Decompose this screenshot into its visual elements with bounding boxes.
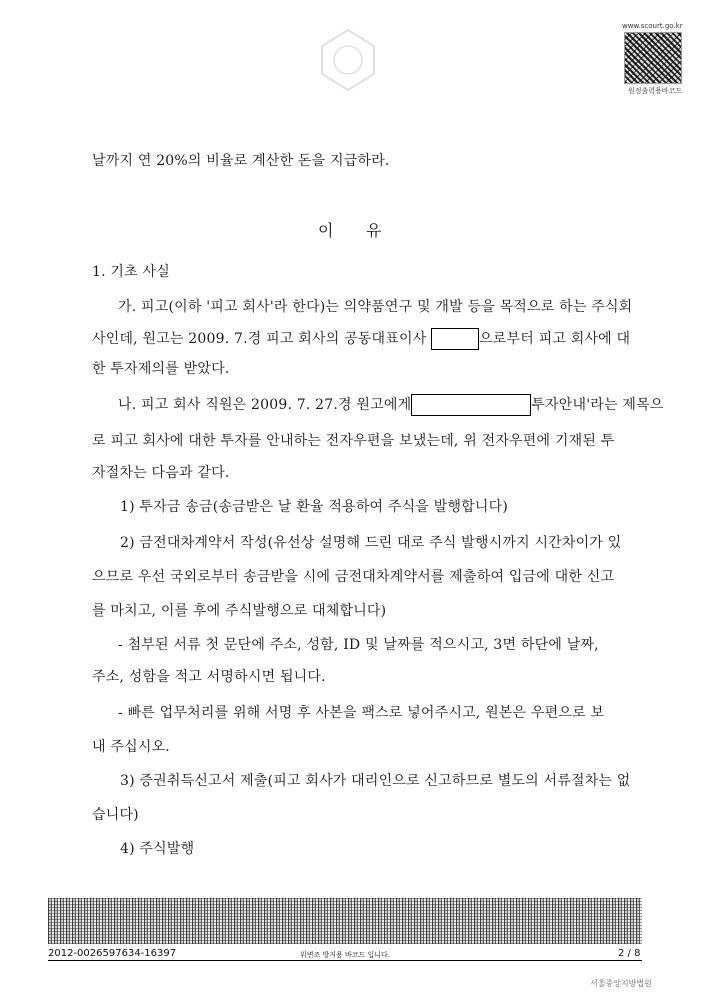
list-item: - 첨부된 서류 첫 문단에 주소, 성함, ID 및 날짜를 적으시고, 3면 하단에 날짜, [118,637,599,653]
document-number: 2012-0026597634-16397 [48,948,177,959]
text-line: 주소, 성함을 적고 서명하시면 됩니다. [92,669,326,685]
page-number: 2 / 8 [618,948,641,959]
court-name: 서울중앙지방법원 [590,979,652,988]
anti-forgery-barcode [48,898,642,944]
text-segment: 사인데, 원고는 2009. 7.경 피고 회사의 공동대표이사 [92,331,427,347]
redaction-box [431,328,479,350]
text-line: 날까지 연 20%의 비율로 계산한 돈을 지급하라. [92,153,390,169]
list-item: 1) 투자금 송금(송금받은 날 환율 적용하여 주식을 발행합니다) [120,499,509,515]
qr-code [624,32,682,84]
text-line: 가. 피고(이하 '피고 회사'라 한다)는 의약품연구 및 개발 등을 목적으로 하는 주식회 [118,299,633,315]
section-title: 이 유 [318,221,382,240]
list-item: 3) 증권취득신고서 제출(피고 회사가 대리인으로 신고하므로 별도의 서류절차는 없 [120,773,631,789]
footer-rule [48,960,642,961]
heading: 1. 기초 사실 [92,264,170,280]
barcode-note: 위변조 방지용 바코드 입니다. [300,951,391,959]
text-line: 자절차는 다음과 같다. [92,465,230,481]
text-segment: 투자안내'라는 제목으 [531,397,664,413]
text-line [118,394,664,416]
text-line: 습니다) [92,807,139,823]
text-segment: 나. 피고 회사 직원은 2009. 7. 27.경 원고에게 [118,397,412,413]
court-seal-watermark [318,28,378,92]
list-item: - 빠른 업무처리를 위해 서명 후 사본을 팩스로 넣어주시고, 원본은 우편으로 보 [118,705,605,721]
text-line: 를 마치고, 이를 후에 주식발행으로 대체합니다) [92,603,387,619]
qr-caption: 원정출력용바코드 [628,87,683,95]
redaction-box [411,394,531,416]
text-line: 으므로 우선 국외로부터 송금받을 시에 금전대차계약서를 제출하여 입금에 대한 신고 [92,569,615,585]
text-line: 내 주십시오. [92,739,170,755]
text-line: 로 피고 회사에 대한 투자를 안내하는 전자우편을 보냈는데, 위 전자우편에 기재된 투 [92,433,615,449]
text-line [92,328,630,350]
text-line: 한 투자제의를 받았다. [92,361,230,377]
text-segment: 으로부터 피고 회사에 대 [479,331,631,347]
site-url: www.scourt.go.kr [622,22,683,30]
list-item: 4) 주식발행 [120,841,195,857]
list-item: 2) 금전대차계약서 작성(유선상 설명해 드린 대로 주식 발행시까지 시간차이가 있 [120,535,622,551]
